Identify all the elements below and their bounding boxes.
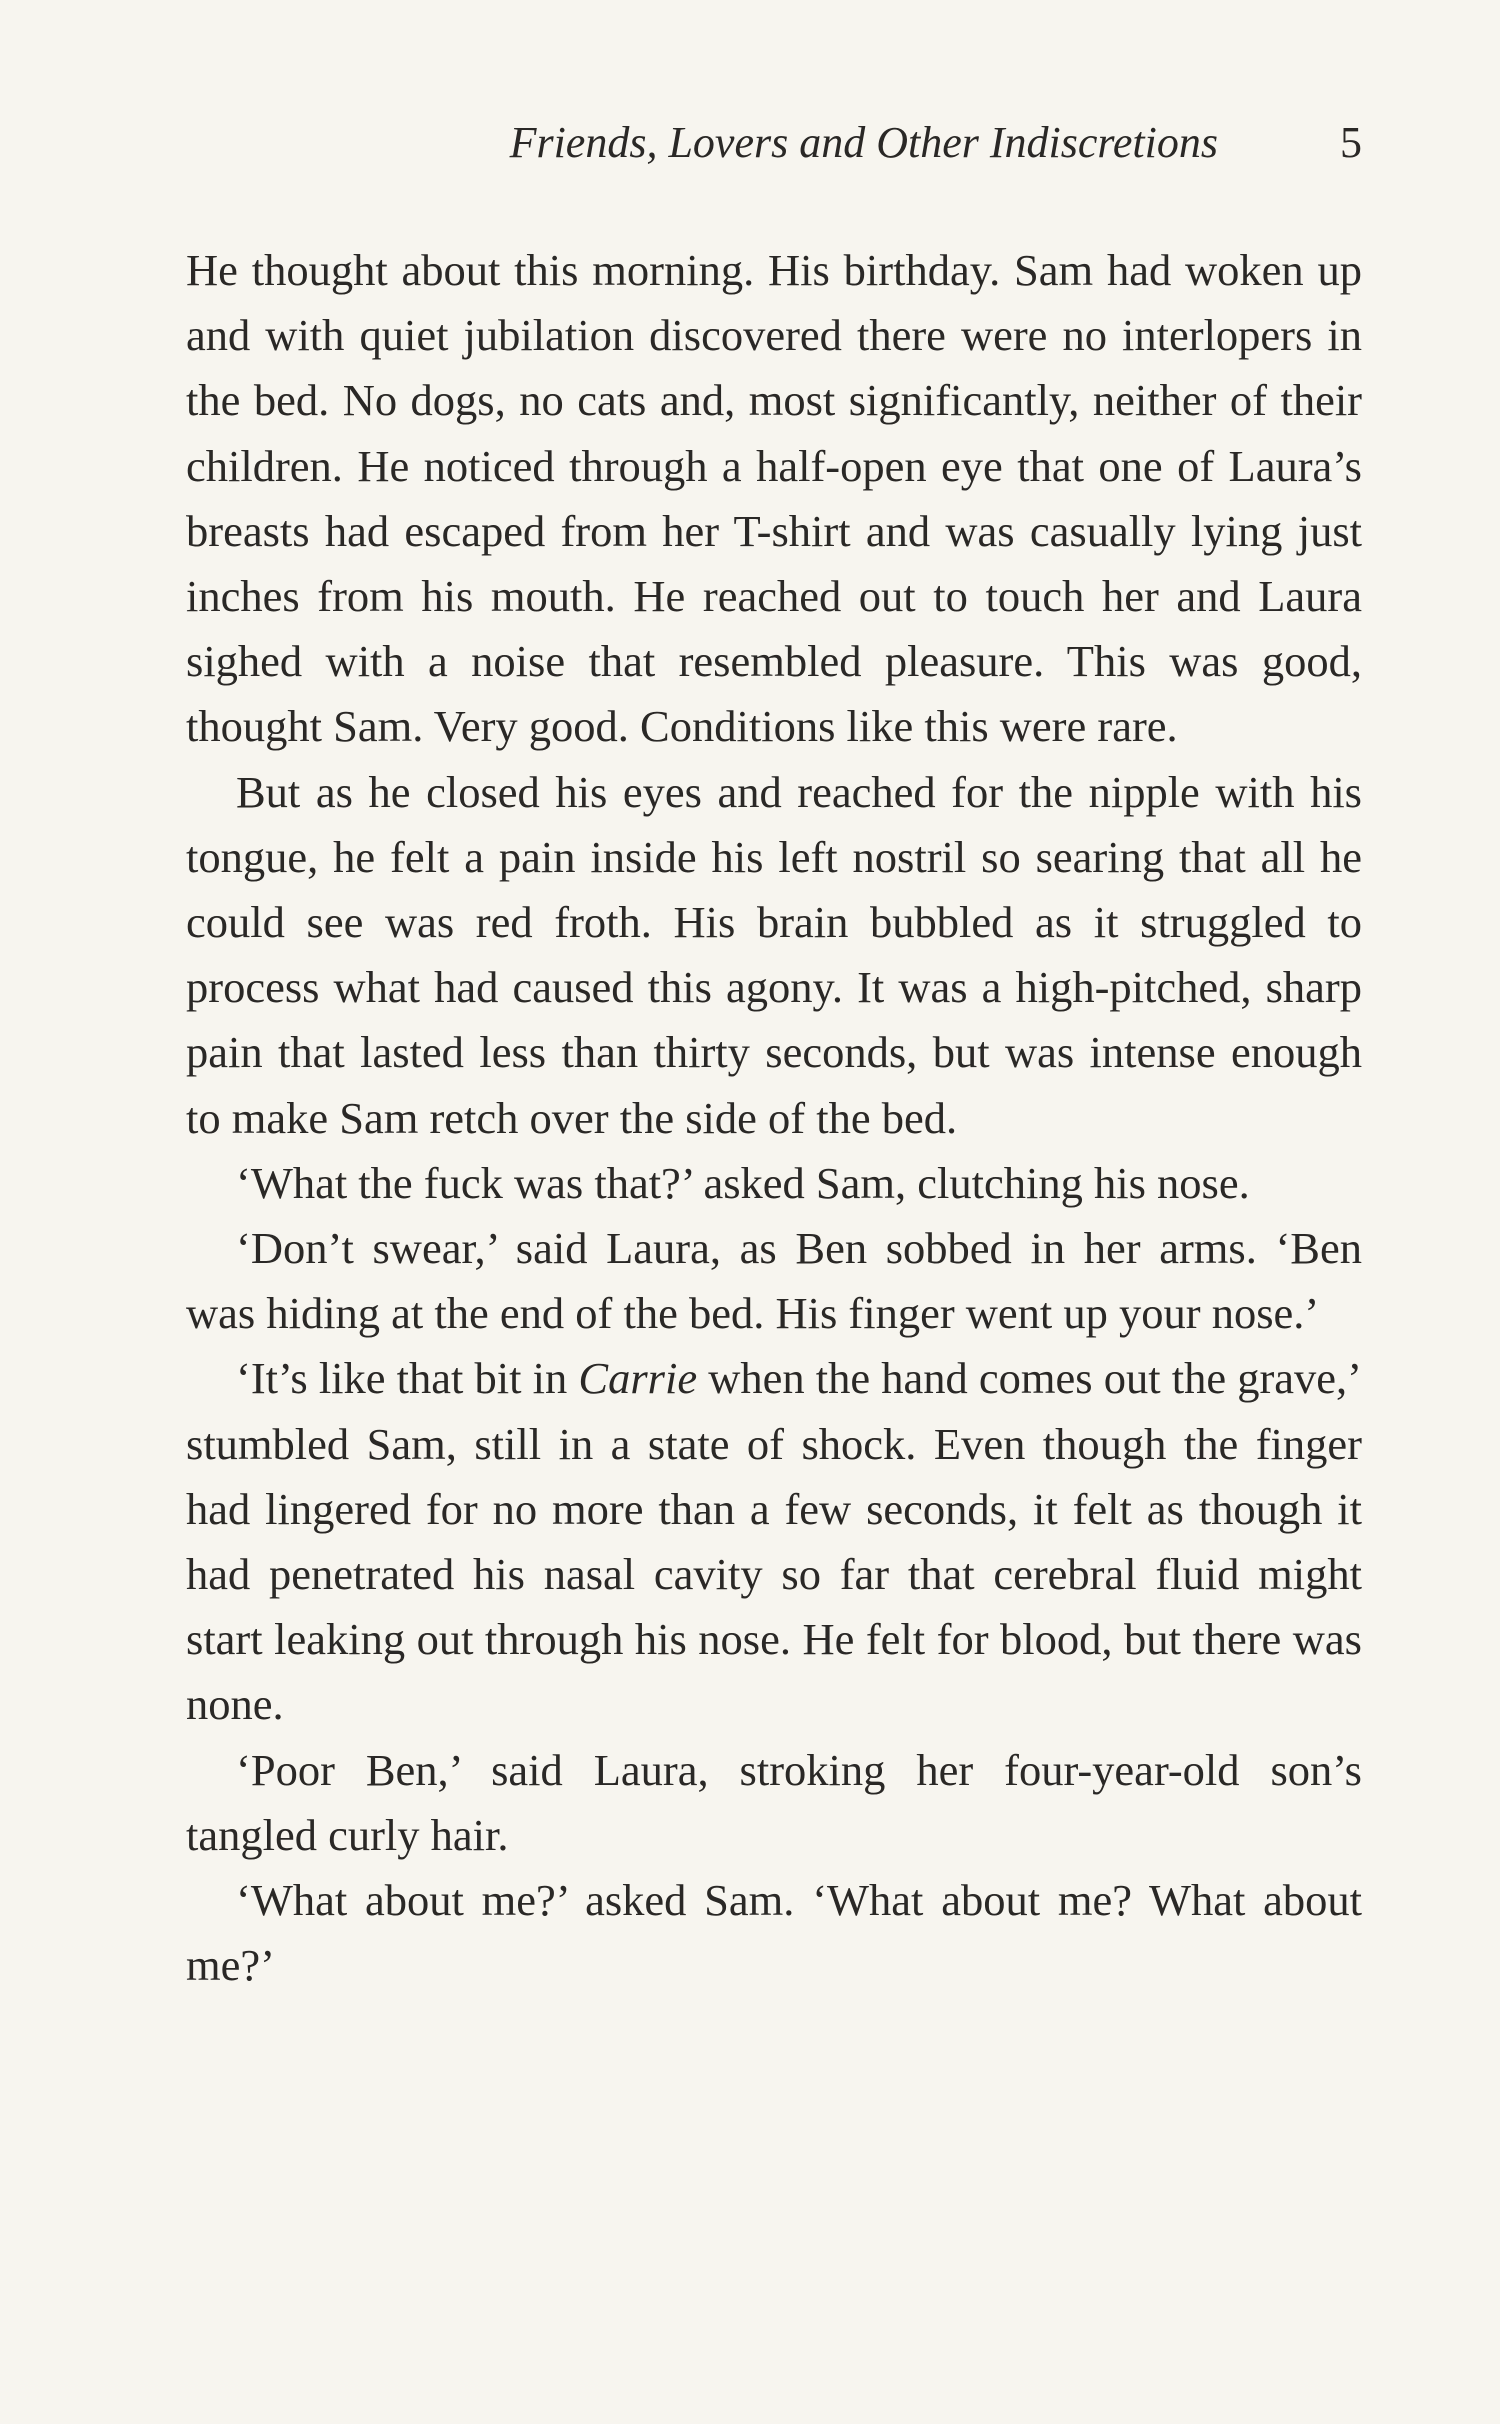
- paragraph: ‘Poor Ben,’ said Laura, stroking her four-year-old son’s tangled curly hair.: [186, 1744, 1362, 1860]
- paragraph: [186, 1346, 1362, 1737]
- paragraph: He thought about this morning. His birthday. Sam had woken up and with quiet jubilation discovered there were no interlopers in the bed. No dogs, no cats and, most significantly, neither of their children. He noticed through a half-open eye that one of Laura’s breasts had escaped from her T-shirt and was casually lying just inches from his mouth. He reached out to touch her and Laura sighed with a noise that resembled pleasure. This was good, thought Sam. Very good. Conditions like this were rare.: [186, 245, 1362, 752]
- running-head: [186, 108, 1362, 178]
- paragraph: ‘What about me?’ asked Sam. ‘What about me? What about me?’: [186, 1875, 1362, 1991]
- page-number: 5: [1340, 118, 1362, 167]
- paragraph-text: ‘It’s like that bit in: [236, 1353, 579, 1404]
- running-title: Friends, Lovers and Other Indiscretions: [509, 118, 1218, 167]
- film-title: Carrie: [578, 1353, 698, 1404]
- paragraph: ‘What the fuck was that?’ asked Sam, clutching his nose.: [236, 1157, 1250, 1208]
- paragraph-text: when the hand comes out the grave,’ stumbled Sam, still in a state of shock. Even though the finger had lingered for no more than a few seconds, it felt as though it had penetrated his nasal cavity so far that cerebral fluid might start leaking out through his nose. He felt for blood, but there was none.: [186, 1353, 1362, 1730]
- paragraph: ‘Don’t swear,’ said Laura, as Ben sobbed in her arms. ‘Ben was hiding at the end of the bed. His finger went up your nose.’: [186, 1223, 1362, 1339]
- body-text: [186, 238, 1362, 1998]
- paragraph: But as he closed his eyes and reached for the nipple with his tongue, he felt a pain inside his left nostril so searing that all he could see was red froth. His brain bubbled as it struggled to process what had caused this agony. It was a high-pitched, sharp pain that lasted less than thirty seconds, but was intense enough to make Sam retch over the side of the bed.: [186, 766, 1362, 1143]
